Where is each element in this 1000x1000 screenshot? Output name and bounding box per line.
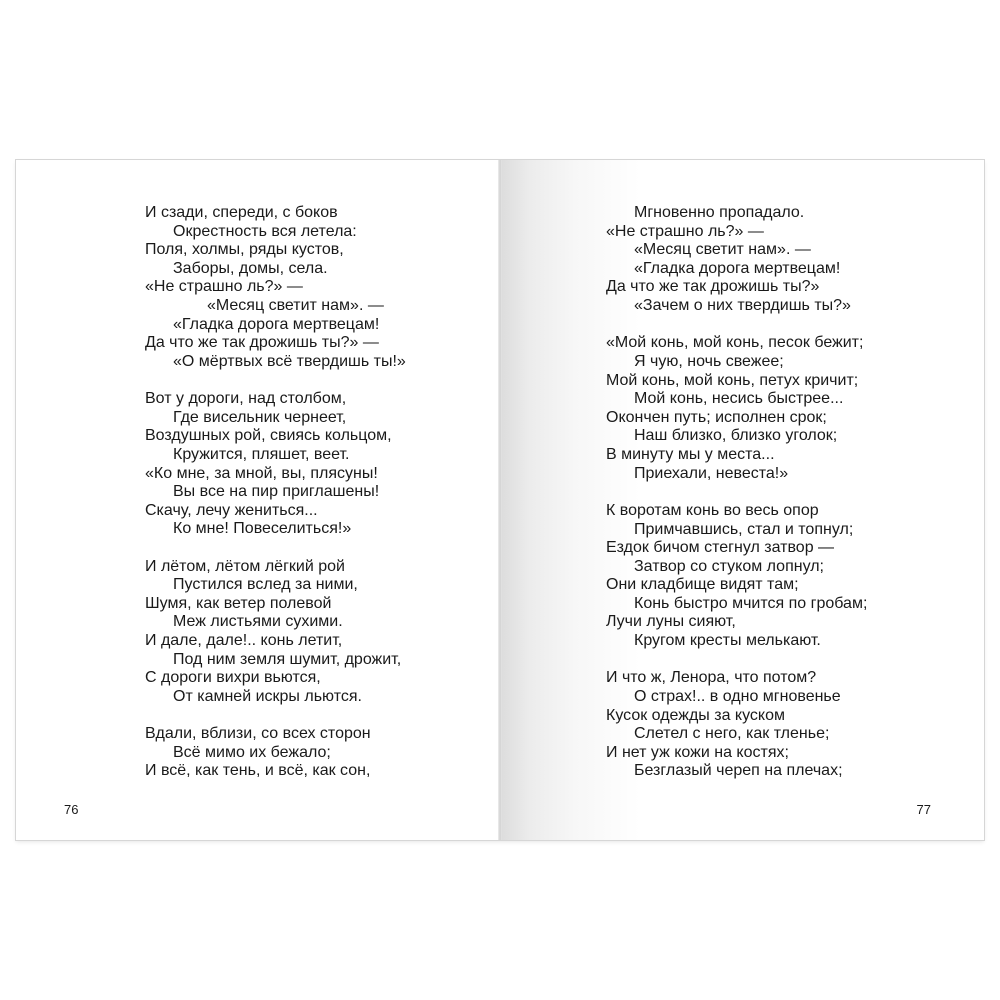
poem-line: Кружится, пляшет, веет. [173,445,350,463]
poem-line: «Гладка дорога мертвецам! [634,259,841,277]
right-page [500,160,984,840]
poem-line: «Месяц светит нам». — [207,296,384,314]
poem-line: Мой конь, несись быстрее... [634,390,844,408]
poem-line: Меж листьями сухими. [173,613,343,631]
poem-line: Всё мимо их бежало; [173,743,331,761]
poem-line: И что ж, Ленора, что потом? [606,669,817,687]
poem-line: Ко мне! Повеселиться!» [173,520,352,538]
poem-line: Приехали, невеста!» [634,464,789,482]
poem-line: Заборы, домы, села. [173,259,328,277]
poem-line: Лучи луны сияют, [606,613,736,631]
poem-line: От камней искры льются. [173,687,362,705]
poem-line: Они кладбище видят там; [606,576,799,594]
poem-line: «Зачем о них твердишь ты?» [634,296,851,314]
open-book [16,160,984,840]
poem-line: И всё, как тень, и всё, как сон, [145,762,371,780]
poem-line: С дороги вихри вьются, [145,669,321,687]
poem-line: «Мой конь, мой конь, песок бежит; [606,334,864,352]
poem-line: Слетел с него, как тленье; [634,725,830,743]
poem-line: Вдали, вблизи, со всех сторон [145,725,371,743]
poem-line: Затвор со стуком лопнул; [634,557,824,575]
poem-line: Вот у дороги, над столбом, [145,390,347,408]
poem-line: Кругом кресты мелькают. [634,632,821,650]
poem-line: Скачу, лечу жениться... [145,501,318,519]
poem-line: И нет уж кожи на костях; [606,743,789,761]
poem-line: «Не страшно ль?» — [145,278,303,296]
stanza [606,204,867,316]
right-poem-text [606,204,867,800]
poem-line: Ездок бичом стегнул затвор — [606,539,835,557]
book-gutter [498,160,502,840]
poem-line: Под ним земля шумит, дрожит, [173,650,402,668]
page-number-right: 77 [916,802,931,817]
poem-line: Да что же так дрожишь ты?» — [145,334,379,352]
poem-line: «Ко мне, за мной, вы, плясуны! [145,464,378,482]
poem-line: Где висельник чернеет, [173,408,347,426]
poem-line: Кусок одежды за куском [606,706,786,724]
left-page [16,160,500,840]
stanza [145,204,406,371]
poem-line: «Месяц светит нам». — [634,241,811,259]
poem-line: К воротам конь во весь опор [606,501,819,519]
stanza [145,725,406,781]
poem-line: И сзади, спереди, с боков [145,204,338,221]
poem-line: Воздушных рой, свиясь кольцом, [145,427,392,445]
poem-line: «Гладка дорога мертвецам! [173,315,380,333]
poem-line: О страх!.. в одно мгновенье [634,688,841,706]
poem-line: Мгновенно пропадало. [634,204,805,221]
poem-line: И лётом, лётом лёгкий рой [145,557,345,575]
poem-line: Окрестность вся летела: [173,222,357,240]
poem-line: Шумя, как ветер полевой [145,594,332,612]
poem-line: Вы все на пир приглашены! [173,483,380,501]
poem-line: Наш близко, близко уголок; [634,427,838,445]
stanza [145,558,406,707]
poem-line: В минуту мы у места... [606,445,775,463]
poem-line: Окончен путь; исполнен срок; [606,408,827,426]
stanza [606,502,867,651]
poem-line: Да что же так дрожишь ты?» [606,278,820,296]
poem-line: Безглазый череп на плечах; [634,762,843,780]
poem-line: И дале, дале!.. конь летит, [145,632,343,650]
poem-line: Примчавшись, стал и топнул; [634,520,854,538]
poem-line: Пустился вслед за ними, [173,576,358,594]
stanza [606,669,867,781]
poem-line: «О мёртвых всё твердишь ты!» [173,352,406,370]
poem-line: Конь быстро мчится по гробам; [634,594,868,612]
stanza [145,390,406,539]
poem-line: Мой конь, мой конь, петух кричит; [606,371,859,389]
poem-line: «Не страшно ль?» — [606,222,764,240]
stanza [606,334,867,483]
page-number-left: 76 [64,802,79,817]
poem-line: Я чую, ночь свежее; [634,352,784,370]
poem-line: Поля, холмы, ряды кустов, [145,241,344,259]
left-poem-text [145,204,406,800]
